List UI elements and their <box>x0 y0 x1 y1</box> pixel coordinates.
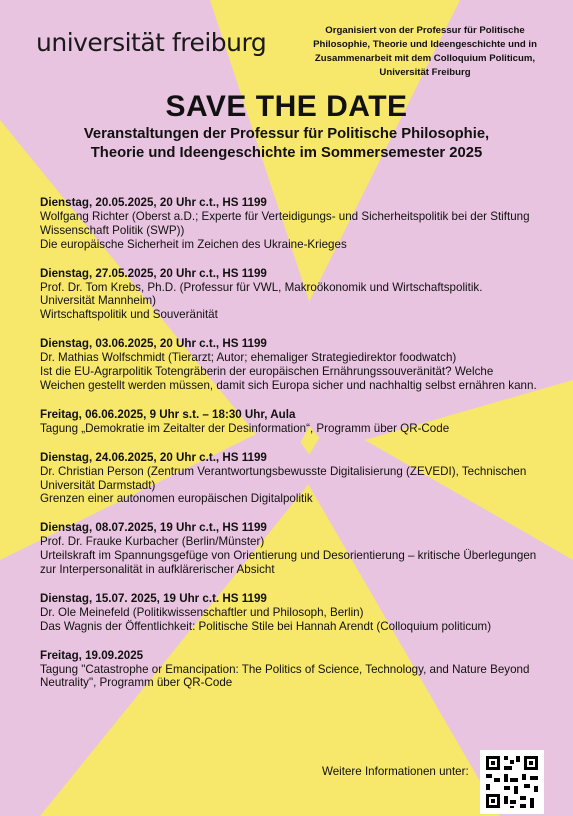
event-speaker: Prof. Dr. Frauke Kurbacher (Berlin/Münster) <box>40 535 265 549</box>
organizer-text: Organisiert von der Professur für Politische Philosophie, Theorie und Ideengeschichte und in Zusammenarbeit mit dem Colloquium Politicum, Universität Freiburg <box>313 25 537 78</box>
event-speaker: Wolfgang Richter (Oberst a.D.; Experte für Verteidigungs- und Sicherheitspolitik bei der Stiftung Wissenschaft Politik (SWP)) <box>40 209 530 237</box>
event-speaker: Prof. Dr. Tom Krebs, Ph.D. (Professur für VWL, Makroökonomik und Wirtschaftspolitik. Universität Mannheim) <box>40 280 483 308</box>
university-logo: universität freiburg <box>36 28 267 57</box>
event-7 <box>40 592 540 634</box>
event-date: Dienstag, 08.07.2025, 19 Uhr c.t., HS 1199 <box>40 521 267 535</box>
event-4 <box>40 408 540 436</box>
qr-code-icon[interactable] <box>480 750 544 814</box>
event-speaker: Tagung „Demokratie im Zeitalter der Desinformation“, Programm über QR-Code <box>40 421 450 435</box>
event-date: Dienstag, 15.07. 2025, 19 Uhr c.t. HS 1199 <box>40 591 267 605</box>
event-date: Dienstag, 03.06.2025, 20 Uhr c.t., HS 1199 <box>40 337 267 351</box>
event-2 <box>40 267 540 323</box>
event-topic: Das Wagnis der Öffentlichkeit: Politische Stile bei Hannah Arendt (Colloquium politicum) <box>40 619 492 633</box>
event-5 <box>40 451 540 507</box>
event-speaker: Dr. Christian Person (Zentrum Verantwortungsbewusste Digitalisierung (ZEVEDI), Technischen Universität Darmstadt) <box>40 464 527 492</box>
event-topic: Urteilskraft im Spannungsgefüge von Orientierung und Desorientierung – kritische Überlegungen zur Interpersonalität in aufklärerischer Absicht <box>40 549 537 577</box>
event-topic: Wirtschaftspolitik und Souveränität <box>40 308 218 322</box>
event-date: Freitag, 19.09.2025 <box>40 648 144 662</box>
event-3 <box>40 337 540 393</box>
event-1 <box>40 196 540 252</box>
event-8 <box>40 649 540 691</box>
event-date: Dienstag, 24.06.2025, 20 Uhr c.t., HS 1199 <box>40 450 267 464</box>
event-list <box>40 196 540 705</box>
event-date: Freitag, 06.06.2025, 9 Uhr s.t. – 18:30 Uhr, Aula <box>40 407 296 421</box>
subtitle-line-1: Veranstaltungen der Professur für Politische Philosophie, <box>83 126 490 142</box>
event-speaker: Dr. Ole Meinefeld (Politikwissenschaftler und Philosoph, Berlin) <box>40 605 364 619</box>
event-topic: Die europäische Sicherheit im Zeichen des Ukraine-Krieges <box>40 237 347 251</box>
event-topic: Ist die EU-Agrarpolitik Totengräberin der europäischen Ernährungssouveränität? Welche Weichen gestellt werden müssen, damit sich Europa sicher und nachhaltig selbst ernähren kann. <box>40 365 537 392</box>
event-date: Dienstag, 27.05.2025, 20 Uhr c.t., HS 1199 <box>40 266 267 280</box>
more-info-text: Weitere Informationen unter: <box>322 765 469 778</box>
event-speaker: Tagung "Catastrophe or Emancipation: The Politics of Science, Technology, and Nature Beyond Neutrality", Programm über QR-Code <box>40 662 530 690</box>
event-6 <box>40 521 540 577</box>
event-speaker: Dr. Mathias Wolfschmidt (Tierarzt; Autor; ehemaliger Strategiedirektor foodwatch) <box>40 351 457 365</box>
save-the-date-title: SAVE THE DATE <box>165 90 408 123</box>
subtitle-line-2: Theorie und Ideengeschichte im Sommersemester 2025 <box>90 145 483 161</box>
event-date: Dienstag, 20.05.2025, 20 Uhr c.t., HS 1199 <box>40 196 267 209</box>
subtitle <box>20 125 553 163</box>
event-topic: Grenzen einer autonomen europäischen Digitalpolitik <box>40 492 313 506</box>
